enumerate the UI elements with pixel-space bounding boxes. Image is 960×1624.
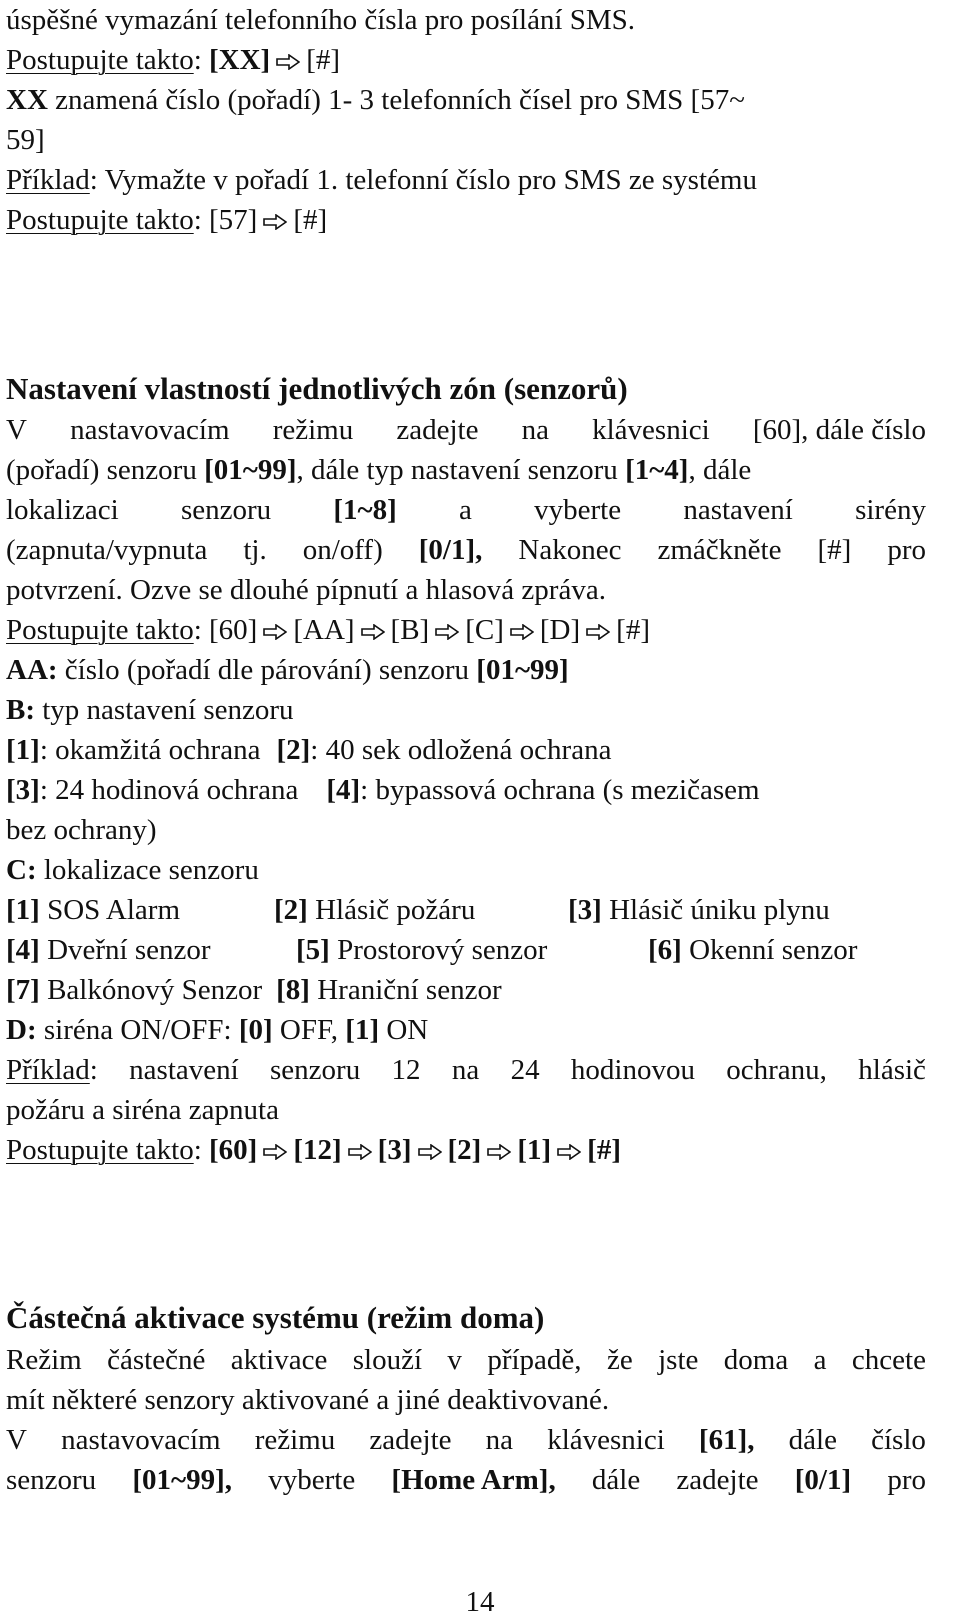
right-arrow-icon — [586, 624, 610, 640]
text-line-xx — [6, 80, 926, 120]
word: chcete — [851, 1344, 926, 1376]
example-line-2b — [6, 1090, 926, 1130]
text-line-r2 — [6, 1380, 926, 1420]
word: [Home Arm], — [391, 1464, 556, 1496]
word: vyberte — [268, 1464, 356, 1496]
procedure-line-example-2 — [6, 1130, 926, 1170]
word: zadejte — [676, 1464, 759, 1496]
param-text: lokalizace senzoru — [36, 854, 259, 886]
key-57: [57] — [209, 204, 258, 236]
option-text: OFF, — [272, 1014, 346, 1046]
key-xx: [XX] — [209, 44, 271, 76]
key-step: [C] — [465, 614, 504, 646]
procedure-line-delete — [6, 40, 926, 80]
option-text: bez ochrany) — [6, 814, 157, 846]
word: na — [451, 1054, 480, 1086]
word: číslo — [871, 1424, 926, 1456]
colon: : — [193, 1134, 202, 1166]
definition-text-cont: 59] — [6, 124, 45, 156]
right-arrow-icon — [276, 54, 300, 70]
definition-text: znamená číslo (pořadí) 1- 3 telefonních čísel pro SMS [57~ — [47, 84, 745, 116]
text: potvrzení. Ozve se dlouhé pípnutí a hlasová zpráva. — [6, 574, 606, 606]
word: aktivace — [230, 1344, 328, 1376]
right-arrow-icon — [361, 624, 385, 640]
right-arrow-icon — [418, 1144, 442, 1160]
param-text: siréna ON/OFF: — [36, 1014, 239, 1046]
key-step: [AA] — [293, 614, 355, 646]
right-arrow-icon — [435, 624, 459, 640]
text: (pořadí) senzoru — [6, 454, 205, 486]
example-text: : Vymažte v pořadí 1. telefonní číslo pro SMS ze systému — [89, 164, 757, 196]
key-step: [12] — [293, 1134, 342, 1166]
word: nastavovacím — [61, 1424, 221, 1456]
section-heading-zones — [6, 369, 926, 409]
procedure-label: Postupujte takto — [6, 1134, 194, 1166]
word: dále — [591, 1464, 641, 1496]
word: částečné — [107, 1344, 206, 1376]
option-line-b2 — [6, 770, 926, 810]
param-label: D: — [6, 1014, 37, 1046]
key-step: [1] — [517, 1134, 552, 1166]
colon: : — [193, 614, 202, 646]
option-key: [4] — [326, 774, 361, 806]
page-number: 14 — [465, 1586, 495, 1618]
example-label: Příklad — [6, 164, 90, 196]
word: V — [6, 1424, 27, 1456]
key-step: [2] — [447, 1134, 482, 1166]
option-text: Balkónový Senzor — [39, 974, 263, 1006]
word: režimu — [272, 414, 354, 446]
key-step: [60] — [209, 614, 258, 646]
right-arrow-icon — [263, 1144, 287, 1160]
word: [01~99], — [132, 1464, 233, 1496]
colon: : — [193, 44, 202, 76]
text-line-s5 — [6, 570, 926, 610]
word: zadejte — [369, 1424, 452, 1456]
word: pro — [887, 534, 926, 566]
param-label: AA: — [6, 654, 58, 686]
word: senzoru — [180, 494, 272, 526]
param-label: B: — [6, 694, 35, 726]
option-text: : bypassová ochrana (s mezičasem — [360, 774, 760, 806]
option-text: Okenní senzor — [681, 934, 858, 966]
justified-line-s3 — [6, 490, 926, 530]
word: a — [459, 494, 472, 526]
word: [60], dále číslo — [752, 414, 926, 446]
word: senzoru — [270, 1054, 361, 1086]
word: slouží — [352, 1344, 423, 1376]
word: senzoru — [6, 1464, 97, 1496]
range: [01~99] — [476, 654, 569, 686]
section-heading-partial-arm — [6, 1298, 926, 1338]
option-key: [2] — [274, 894, 308, 926]
option-text: Hlásič úniku plynu — [601, 894, 830, 926]
option-key: [4] — [6, 934, 40, 966]
option-text: Hraniční senzor — [309, 974, 502, 1006]
word: a — [813, 1344, 827, 1376]
right-arrow-icon — [263, 624, 287, 640]
word: Režim — [6, 1344, 82, 1376]
procedure-label: Postupujte takto — [6, 44, 194, 76]
param-text: typ nastavení senzoru — [35, 694, 294, 726]
justified-line-r1 — [6, 1340, 926, 1380]
text: , dále typ nastavení senzoru — [296, 454, 626, 486]
example-line-2 — [6, 1050, 926, 1090]
option-key: [0] — [238, 1014, 273, 1046]
justified-line-r4 — [6, 1460, 926, 1500]
word: hlásič — [858, 1054, 926, 1086]
word: režimu — [254, 1424, 336, 1456]
colon: : — [89, 1054, 98, 1086]
param-label: C: — [6, 854, 37, 886]
word: [0/1], — [418, 534, 483, 566]
option-key: [5] — [296, 934, 330, 966]
param-text: číslo (pořadí dle párování) senzoru — [57, 654, 477, 686]
heading-text: Částečná aktivace systému (režim doma) — [6, 1300, 545, 1335]
word: vyberte — [534, 494, 622, 526]
text-line-1 — [6, 0, 926, 40]
option-key: [8] — [276, 974, 310, 1006]
word: klávesnici — [592, 414, 710, 446]
word: případě, — [487, 1344, 582, 1376]
option-key: [1] — [6, 734, 40, 766]
option-text: : okamžitá ochrana — [39, 734, 261, 766]
term-xx: XX — [6, 84, 48, 116]
key-step: [60] — [209, 1134, 258, 1166]
option-key: [7] — [6, 974, 40, 1006]
option-text: : 40 sek odložená ochrana — [310, 734, 612, 766]
word: 24 — [510, 1054, 540, 1086]
key-step: [3] — [377, 1134, 412, 1166]
word: na — [485, 1424, 514, 1456]
range: [01~99] — [204, 454, 297, 486]
procedure-line-example — [6, 200, 926, 240]
key-hash: [#] — [293, 204, 328, 236]
justified-line-s4 — [6, 530, 926, 570]
word: zadejte — [396, 414, 479, 446]
word: v — [447, 1344, 462, 1376]
word: nastavení — [683, 494, 793, 526]
word: on/off) — [302, 534, 383, 566]
param-line-c — [6, 850, 926, 890]
right-arrow-icon — [348, 1144, 372, 1160]
key-step: [D] — [539, 614, 581, 646]
word: že — [606, 1344, 633, 1376]
word: zmáčkněte — [657, 534, 782, 566]
word: lokalizaci — [6, 494, 119, 526]
procedure-line-zones — [6, 610, 926, 650]
option-line-c3 — [6, 970, 926, 1010]
option-text: Hlásič požáru — [307, 894, 476, 926]
example-text: požáru a siréna zapnuta — [6, 1094, 279, 1126]
key-step: [#] — [616, 614, 650, 646]
key-hash: [#] — [306, 44, 341, 76]
word: jste — [658, 1344, 699, 1376]
paragraph-text: úspěšné vymazání telefonního čísla pro posílání SMS. — [6, 4, 636, 36]
option-key: [3] — [6, 774, 40, 806]
option-text: SOS Alarm — [39, 894, 181, 926]
text-line-4 — [6, 120, 926, 160]
justified-line-s1 — [6, 410, 926, 450]
right-arrow-icon — [510, 624, 534, 640]
word: V — [6, 414, 27, 446]
right-arrow-icon — [487, 1144, 511, 1160]
example-label: Příklad — [6, 1054, 90, 1086]
option-text: ON — [379, 1014, 429, 1046]
word: dále — [788, 1424, 837, 1456]
option-key: [3] — [568, 894, 602, 926]
text: mít některé senzory aktivované a jiné deaktivované. — [6, 1384, 610, 1416]
right-arrow-icon — [263, 214, 287, 230]
option-line-b1 — [6, 730, 926, 770]
option-key: [2] — [276, 734, 311, 766]
word: pro — [887, 1464, 926, 1496]
word: (zapnuta/vypnuta — [6, 534, 208, 566]
word: nastavení — [129, 1054, 239, 1086]
word: na — [521, 414, 549, 446]
justified-line-r3 — [6, 1420, 926, 1460]
param-line-d — [6, 1010, 926, 1050]
param-line-b — [6, 690, 926, 730]
word: 12 — [391, 1054, 421, 1086]
word: nastavovacím — [70, 414, 230, 446]
word: klávesnici — [547, 1424, 665, 1456]
word: [1~8] — [333, 494, 397, 526]
word: [61], — [698, 1424, 755, 1456]
word: tj. — [243, 534, 267, 566]
procedure-label: Postupujte takto — [6, 614, 194, 646]
option-key: [1] — [6, 894, 40, 926]
word: [#] — [817, 534, 852, 566]
option-text: : 24 hodinová ochrana — [39, 774, 299, 806]
word: sirény — [855, 494, 926, 526]
text: , dále — [688, 454, 752, 486]
example-line-1 — [6, 160, 926, 200]
key-step: [B] — [390, 614, 430, 646]
option-key: [1] — [345, 1014, 380, 1046]
word: [0/1] — [794, 1464, 852, 1496]
option-key: [6] — [648, 934, 682, 966]
param-line-aa — [6, 650, 926, 690]
colon: : — [193, 204, 202, 236]
right-arrow-icon — [557, 1144, 581, 1160]
text-line-s2 — [6, 450, 926, 490]
option-text: Dveřní senzor — [39, 934, 211, 966]
key-step: [#] — [587, 1134, 621, 1166]
option-text: Prostorový senzor — [329, 934, 548, 966]
range: [1~4] — [625, 454, 689, 486]
word: doma — [723, 1344, 789, 1376]
option-line-b3 — [6, 810, 926, 850]
word: hodinovou — [570, 1054, 695, 1086]
word: Nakonec — [518, 534, 622, 566]
word: ochranu, — [726, 1054, 827, 1086]
heading-text: Nastavení vlastností jednotlivých zón (senzorů) — [6, 371, 628, 406]
procedure-label: Postupujte takto — [6, 204, 194, 236]
